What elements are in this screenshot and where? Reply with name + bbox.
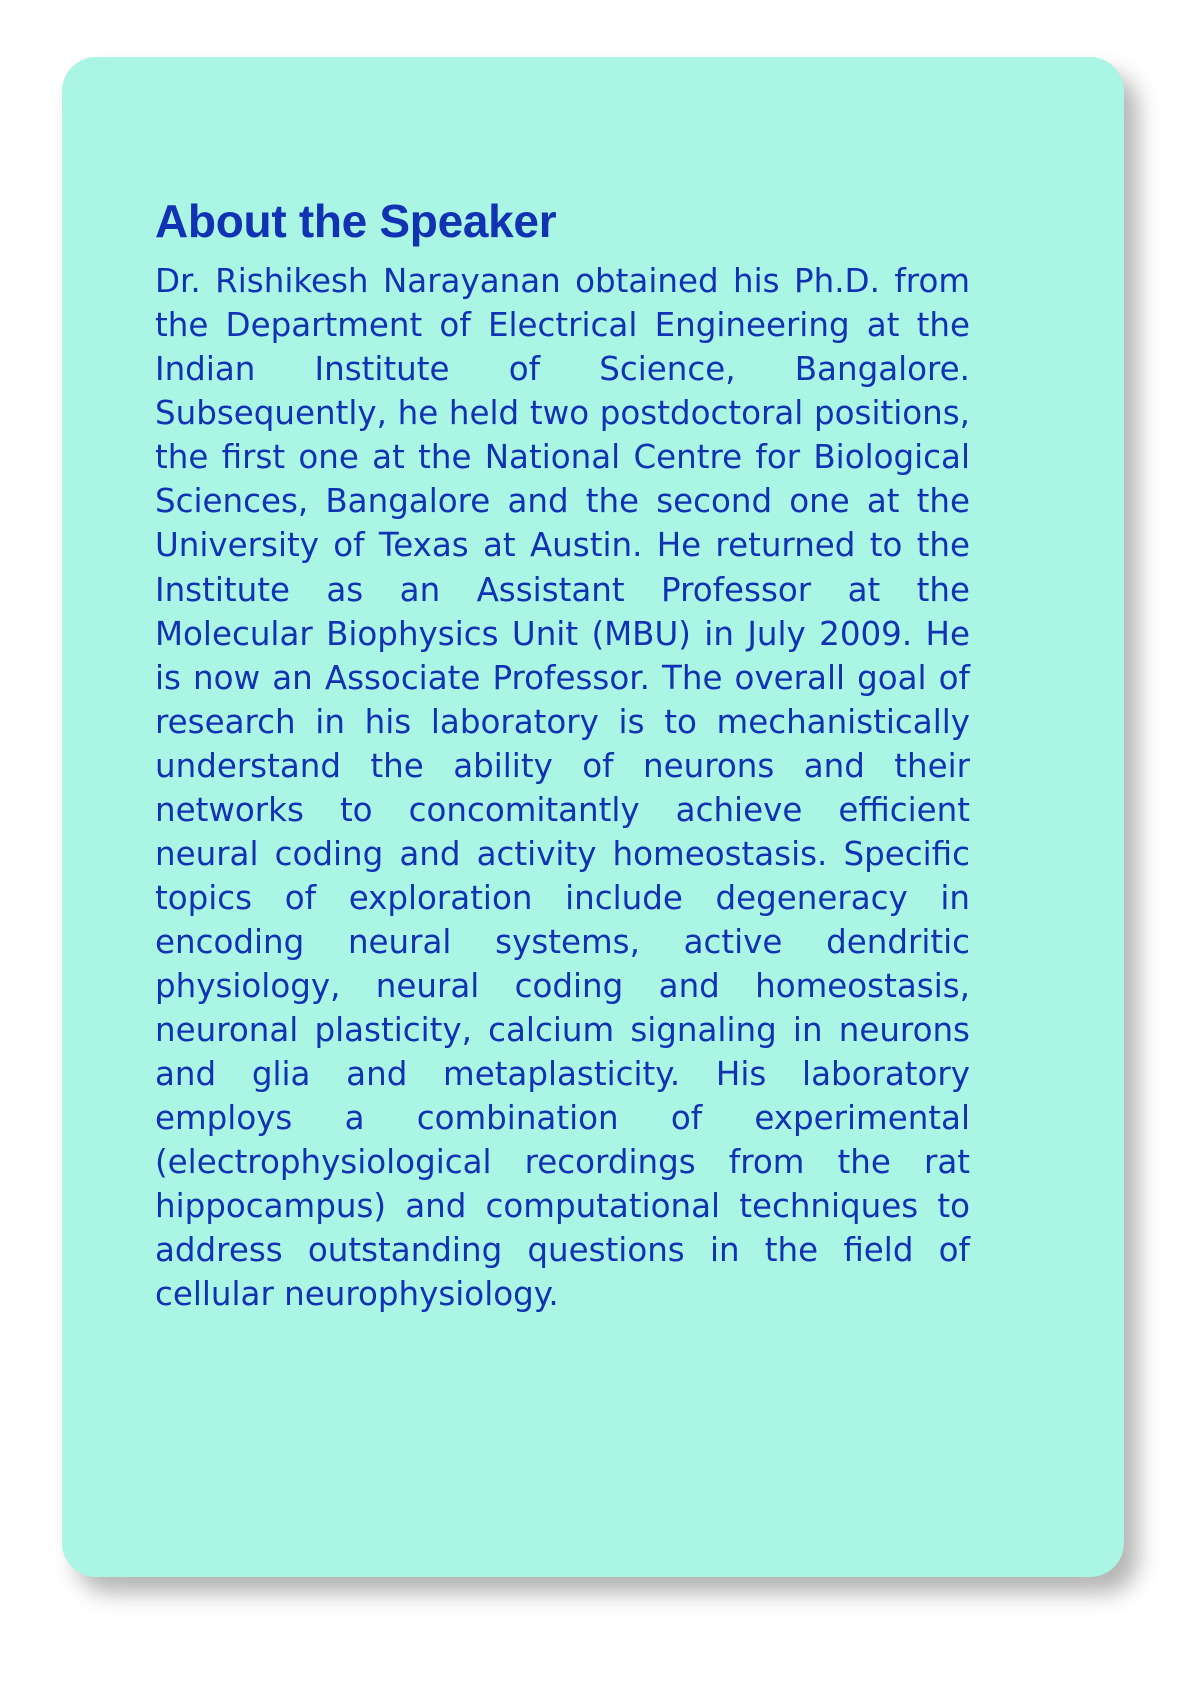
speaker-bio-text: Dr. Rishikesh Narayanan obtained his Ph.D. from the Department of Electrical Engineering at the Indian Institute of Science, Bangalore. Subsequently, he held two postdoctoral positions, the first one at the National Centre for Biological Sciences, Bangalore and the second one at the University of Texas at Austin. He returned to the Institute as an Assistant Professor at the Molecular Biophysics Unit (MBU) in July 2009. He is now an Associate Professor. The overall goal of research in his laboratory is to mechanistically understand the ability of neurons and their networks to concomitantly achieve efficient neural coding and activity homeostasis. Specific topics of exploration include degeneracy in encoding neural systems, active dendritic physiology, neural coding and homeostasis, neuronal plasticity, calcium signaling in neurons and glia and metaplasticity. His laboratory employs a combination of experimental (electrophysiological recordings from the rat hippocampus) and computational techniques to address outstanding questions in the field of cellular neurophysiology. <box>155 262 970 1314</box>
page-title: About the Speaker <box>155 195 557 247</box>
card-content <box>155 197 970 1316</box>
about-the-speaker-card <box>62 57 1124 1577</box>
